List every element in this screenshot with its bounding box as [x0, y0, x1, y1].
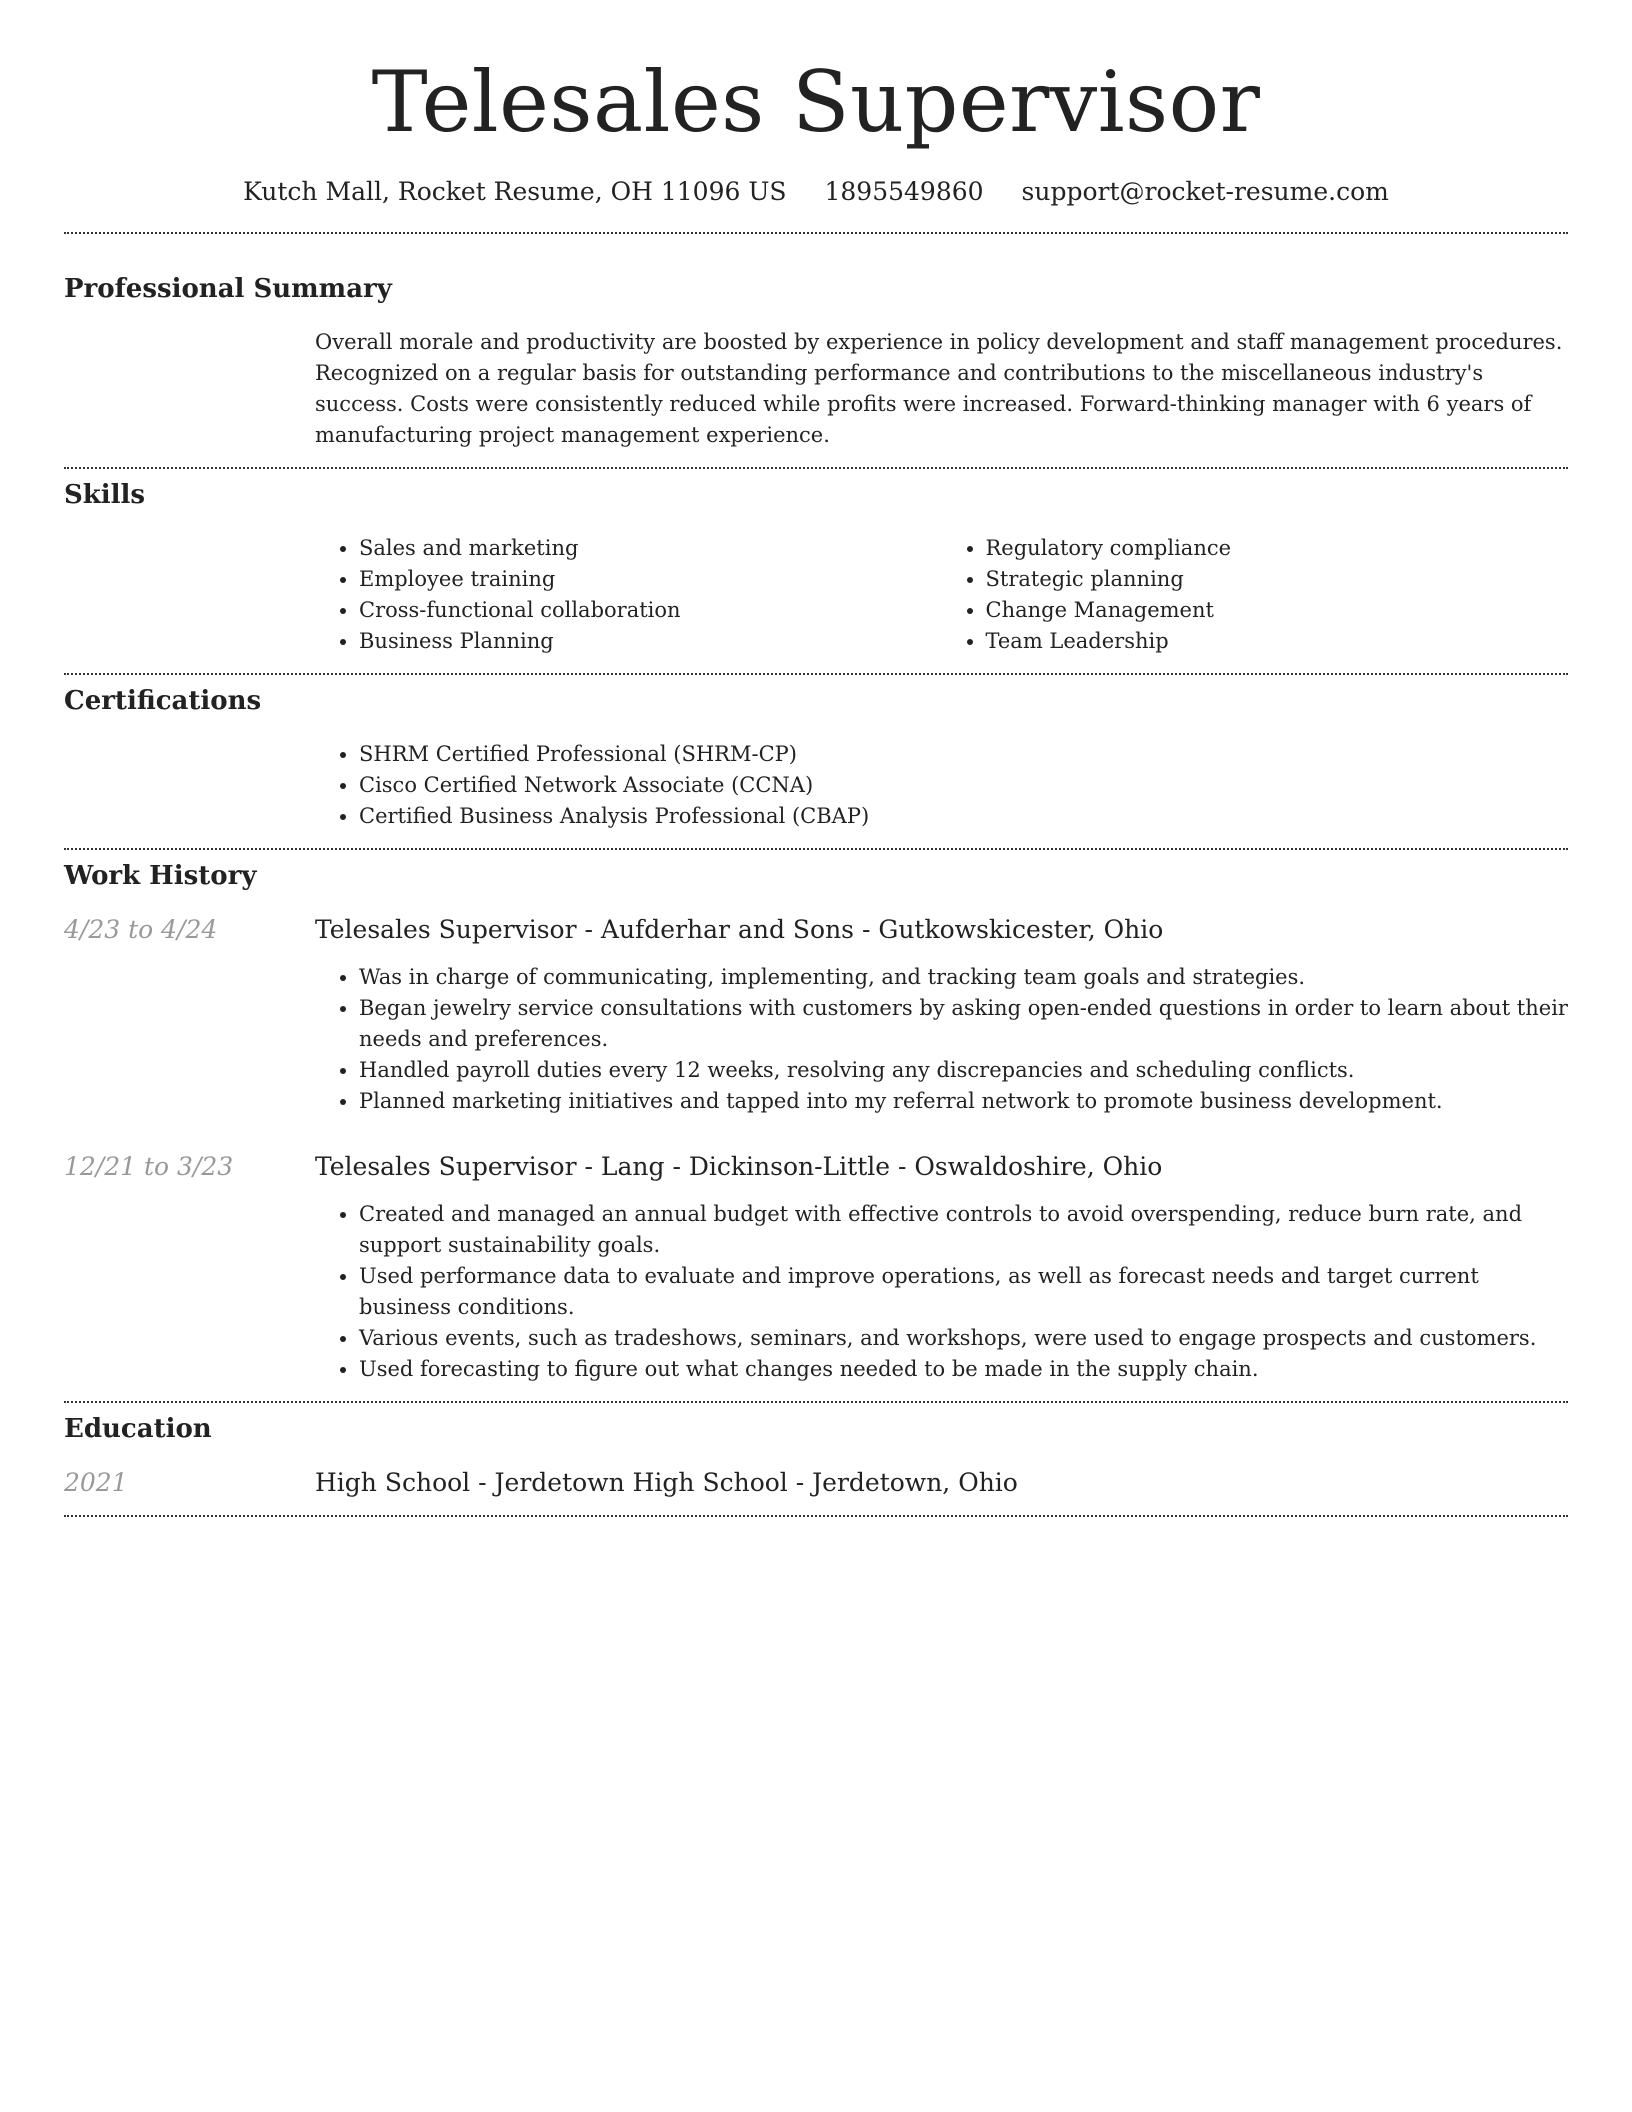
education-entry	[64, 1467, 1568, 1499]
summary-row	[64, 327, 1568, 451]
job-bullet: • Created and managed an annual budget with effective controls to avoid overspending, reduce burn rate, and support sustainability goals.	[359, 1199, 1568, 1261]
skill-item: • Regulatory compliance	[986, 533, 1569, 564]
section-title-summary: Professional Summary	[64, 274, 392, 304]
certifications-row	[64, 739, 1568, 832]
skill-item: • Business Planning	[359, 626, 942, 657]
candidate-name: Telesales Supervisor	[371, 53, 1261, 151]
job-bullet: • Various events, such as tradeshows, seminars, and workshops, were used to engage prospects and customers.	[359, 1323, 1568, 1354]
divider	[64, 1401, 1568, 1403]
section-title-certifications: Certifications	[64, 686, 262, 716]
job-bullets	[315, 962, 1568, 1117]
job-bullets	[315, 1199, 1568, 1385]
job-dates: 4/23 to 4/24	[64, 915, 218, 944]
work-history-section	[64, 860, 1568, 1385]
section-title-skills: Skills	[64, 480, 146, 510]
skills-list-right	[942, 533, 1569, 657]
certification-item: • Certified Business Analysis Professional (CBAP)	[359, 801, 1568, 832]
skills-section	[64, 479, 1568, 657]
job-bullet: • Began jewelry service consultations with customers by asking open-ended questions in order to learn about their needs and preferences.	[359, 993, 1568, 1055]
divider	[64, 232, 1568, 234]
certifications-list	[315, 739, 1568, 832]
job-bullet: • Handled payroll duties every 12 weeks, resolving any discrepancies and scheduling conflicts.	[359, 1055, 1568, 1086]
section-title-education: Education	[64, 1414, 212, 1444]
job-dates: 12/21 to 3/23	[64, 1152, 234, 1181]
certifications-section	[64, 685, 1568, 832]
section-title-work-history: Work History	[64, 861, 257, 891]
education-year: 2021	[64, 1468, 128, 1497]
job-bullet: • Used forecasting to figure out what changes needed to be made in the supply chain.	[359, 1354, 1568, 1385]
job-heading: Telesales Supervisor - Lang - Dickinson-Little - Oswaldoshire, Ohio	[315, 1152, 1163, 1181]
contact-line	[64, 176, 1568, 208]
skill-item: • Team Leadership	[986, 626, 1569, 657]
contact-email: support@rocket-resume.com	[1021, 177, 1389, 206]
skill-item: • Strategic planning	[986, 564, 1569, 595]
job-entry	[64, 914, 1568, 1117]
summary-section	[64, 273, 1568, 451]
contact-phone: 1895549860	[824, 177, 984, 206]
skills-columns	[315, 533, 1568, 657]
education-heading: High School - Jerdetown High School - Jerdetown, Ohio	[315, 1468, 1018, 1497]
contact-address: Kutch Mall, Rocket Resume, OH 11096 US	[243, 177, 787, 206]
divider	[64, 848, 1568, 850]
divider	[64, 673, 1568, 675]
education-section	[64, 1413, 1568, 1499]
job-entry	[64, 1151, 1568, 1385]
certification-item: • SHRM Certified Professional (SHRM-CP)	[359, 739, 1568, 770]
certification-item: • Cisco Certified Network Associate (CCNA)	[359, 770, 1568, 801]
job-heading: Telesales Supervisor - Aufderhar and Sons - Gutkowskicester, Ohio	[315, 915, 1164, 944]
skill-item: • Change Management	[986, 595, 1569, 626]
skill-item: • Cross-functional collaboration	[359, 595, 942, 626]
skill-item: • Sales and marketing	[359, 533, 942, 564]
skills-row	[64, 533, 1568, 657]
job-bullet: • Used performance data to evaluate and improve operations, as well as forecast needs and target current business conditions.	[359, 1261, 1568, 1323]
summary-text: Overall morale and productivity are boosted by experience in policy development and staff management procedures. Recognized on a regular basis for outstanding performance and contributions to the miscellaneous industry's success. Costs were consistently reduced while profits were increased. Forward-thinking manager with 6 years of manufacturing project management experience.	[315, 330, 1563, 447]
skill-item: • Employee training	[359, 564, 942, 595]
divider	[64, 1515, 1568, 1517]
job-bullet: • Planned marketing initiatives and tapped into my referral network to promote business development.	[359, 1086, 1568, 1117]
divider	[64, 467, 1568, 469]
job-bullet: • Was in charge of communicating, implementing, and tracking team goals and strategies.	[359, 962, 1568, 993]
skills-list-left	[315, 533, 942, 657]
